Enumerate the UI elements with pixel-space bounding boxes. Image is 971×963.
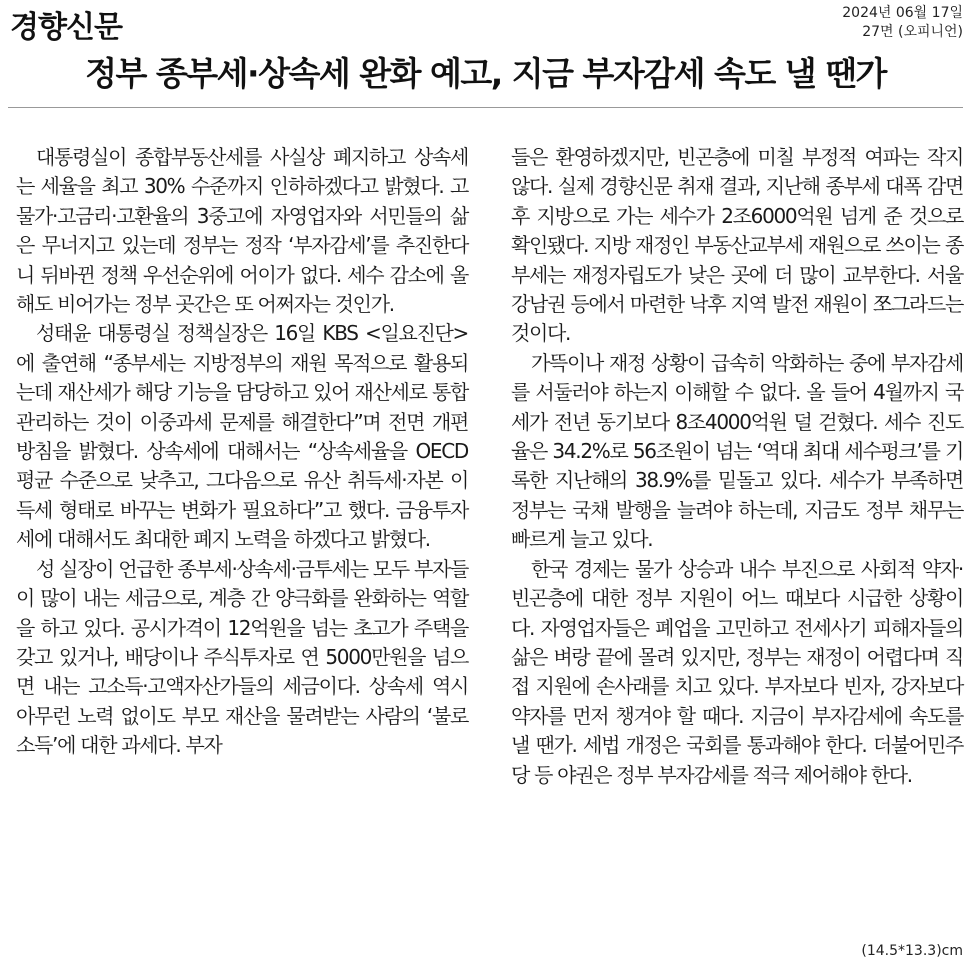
clipping-size: (14.5*13.3)cm [861, 943, 963, 959]
headline-rule [8, 107, 963, 108]
paragraph: 한국 경제는 물가 상승과 내수 부진으로 사회적 약자·빈곤층에 대한 정부 지원이 어느 때보다 시급한 상황이다. 자영업자들은 폐업을 고민하고 전세사기 피해자들의 삶은 벼랑 끝에 몰려 있지만, 정부는 재정이 어렵다며 직접 지원에 손사래를 치고 있다. 부자보다 빈자, 강자보다 약자를 먼저 챙겨야 할 때다. 지금이 부자감세에 속도를 낼 땐가. 세법 개정은 국회를 통과해야 한다. 더불어민주당 등 야권은 정부 부자감세를 적극 제어해야 한다. [511, 556, 963, 787]
left-column [16, 143, 468, 933]
paragraph: 성태윤 대통령실 정책실장은 16일 KBS <일요진단>에 출연해 “종부세는 지방정부의 재원 목적으로 활용되는데 재산세가 해당 기능을 담당하고 있어 재산세로 통합 관리하는 것이 이중과세 문제를 해결한다”며 전면 개편 방침을 밝혔다. 상속세에 대해서는 “상속세율을 OECD 평균 수준으로 낮추고, 그다음으로 유산 취득세·자본 이득세 형태로 바꾸는 변화가 필요하다”고 했다. 금융투자세에 대해서도 최대한 폐지 노력을 하겠다고 밝혔다. [16, 321, 468, 552]
page-section: 27면 (오피니언) [862, 24, 963, 40]
article-body [16, 143, 963, 933]
headline: 정부 종부세·상속세 완화 예고, 지금 부자감세 속도 낼 땐가 [85, 54, 886, 93]
publication-date: 2024년 06월 17일 [842, 5, 963, 21]
paragraph: 성 실장이 언급한 종부세·상속세·금투세는 모두 부자들이 많이 내는 세금으로, 계층 간 양극화를 완화하는 역할을 하고 있다. 공시가격이 12억원을 넘는 초고가 주택을 갖고 있거나, 배당이나 주식투자로 연 5000만원을 넘으면 내는 고소득·고액자산가들의 세금이다. 상속세 역시 아무런 노력 없이도 부모 재산을 물려받는 사람의 ‘불로소득’에 대한 과세다. 부자 [16, 556, 468, 758]
article-meta [842, 4, 963, 42]
masthead: 경향신문 [10, 10, 122, 45]
right-column [511, 143, 963, 933]
paragraph: 대통령실이 종합부동산세를 사실상 폐지하고 상속세는 세율을 최고 30% 수준까지 인하하겠다고 밝혔다. 고물가·고금리·고환율의 3중고에 자영업자와 서민들의 삶은 무너지고 있는데 정부는 정작 ‘부자감세’를 추진한다니 뒤바뀐 정책 우선순위에 어이가 없다. 세수 감소에 올해도 비어가는 정부 곳간은 또 어쩌자는 것인가. [16, 145, 468, 317]
paragraph-continuation: 들은 환영하겠지만, 빈곤층에 미칠 부정적 여파는 작지 않다. 실제 경향신문 취재 결과, 지난해 종부세 대폭 감면 후 지방으로 가는 세수가 2조6000억원 넘게 준 것으로 확인됐다. 지방 재정인 부동산교부세 재원으로 쓰이는 종부세는 재정자립도가 낮은 곳에 더 많이 교부한다. 서울 강남권 등에서 마련한 낙후 지역 발전 재원이 쪼그라드는 것이다. [511, 145, 963, 346]
paragraph: 가뜩이나 재정 상황이 급속히 악화하는 중에 부자감세를 서둘러야 하는지 이해할 수 없다. 올 들어 4월까지 국세가 전년 동기보다 8조4000억원 덜 걷혔다. 세수 진도율은 34.2%로 56조원이 넘는 ‘역대 최대 세수펑크’를 기록한 지난해의 38.9%를 밑돌고 있다. 세수가 부족하면 정부는 국채 발행을 늘려야 하는데, 지금도 정부 채무는 빠르게 늘고 있다. [511, 350, 963, 552]
